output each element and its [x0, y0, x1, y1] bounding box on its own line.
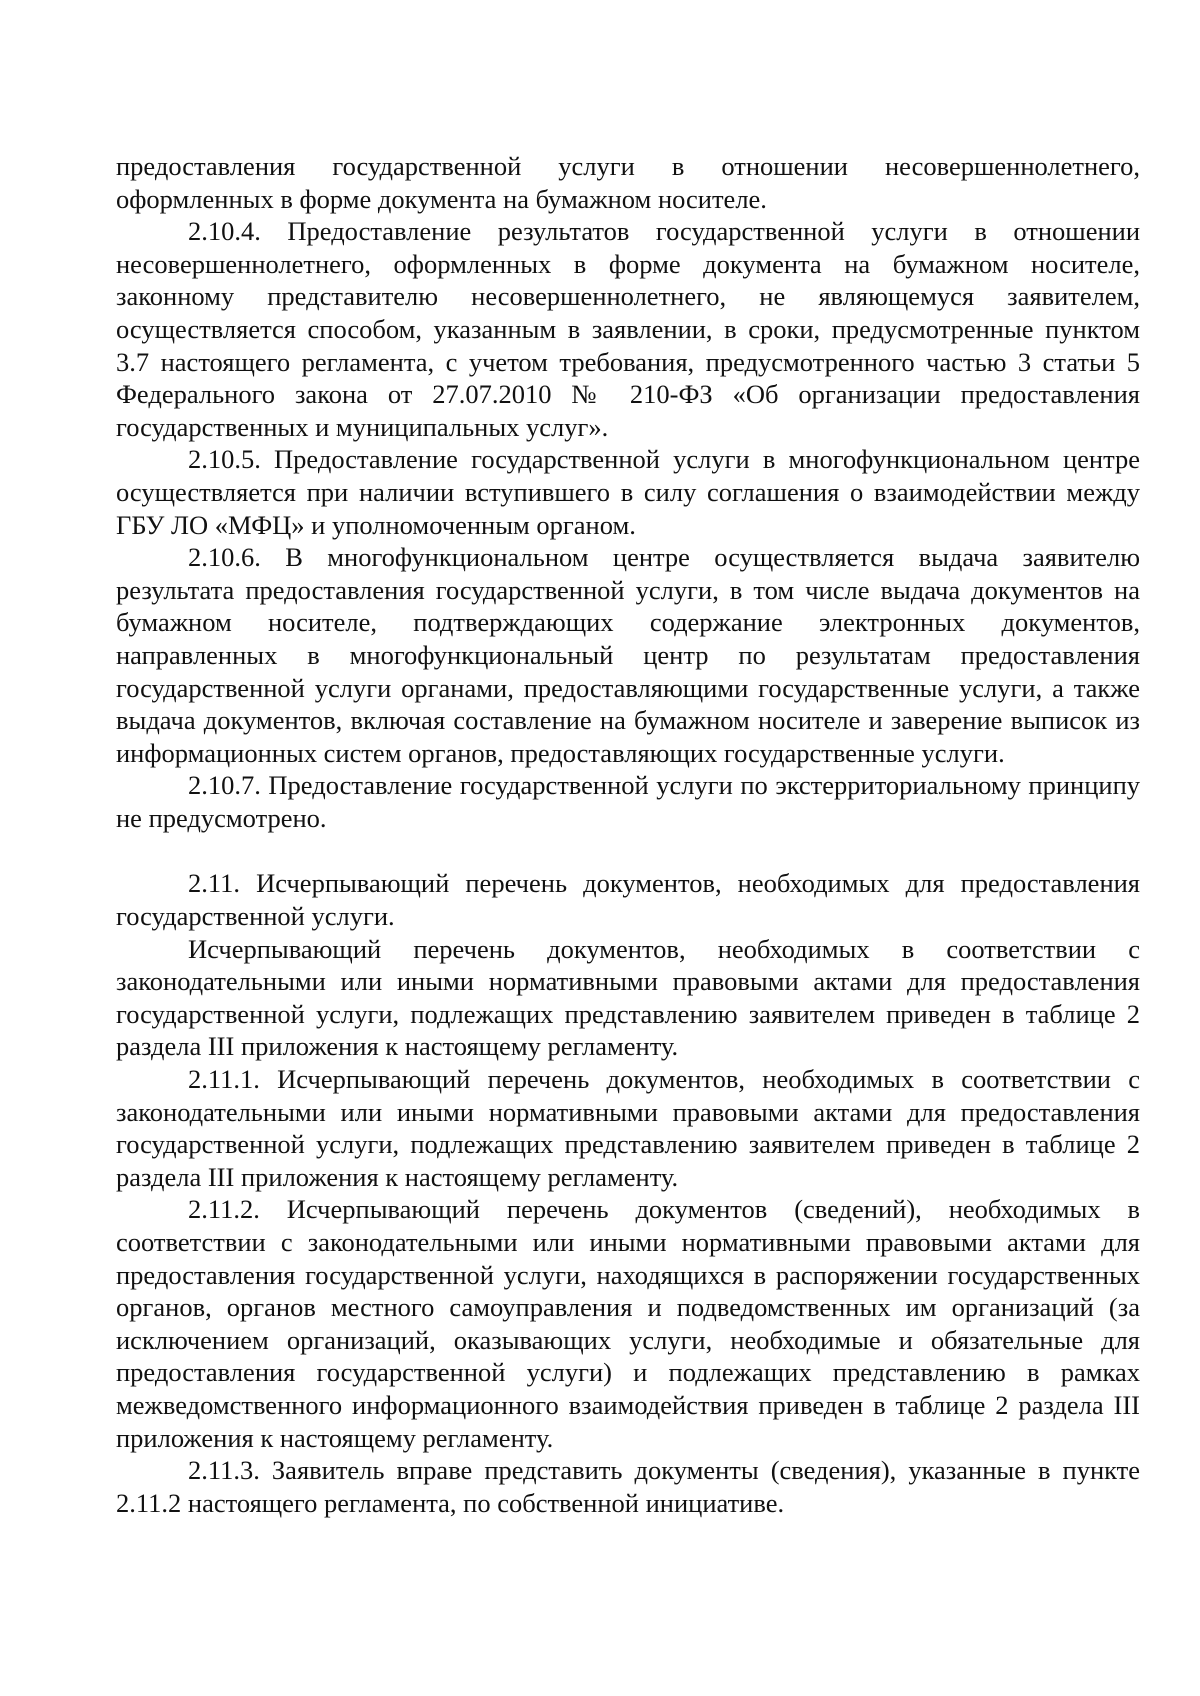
paragraph-2-10-5: 2.10.5. Предоставление государственной услуги в многофункциональном центре осуществляется при наличии вступившего в силу соглашения о взаимодействии между ГБУ ЛО «МФЦ» и уполномоченным органом. — [116, 444, 1140, 540]
section-spacer — [116, 834, 1140, 867]
section-heading-2-11: 2.11. Исчерпывающий перечень документов, необходимых для предоставления государственной услуги. — [116, 868, 1140, 932]
paragraph-2-11-2: 2.11.2. Исчерпывающий перечень документов (сведений), необходимых в соответствии с законодательными или иными нормативными правовыми актами для предоставления государственной услуги, находящихся в распоряжении государственных органов, органов местного самоуправления и подведомственных им организаций (за исключением организаций, оказывающих услуги, необходимые и обязательные для предоставления государственной услуги) и подлежащих представлению в рамках межведомственного информационного взаимодействия приведен в таблице 2 раздела III приложения к настоящему регламенту. — [116, 1194, 1140, 1453]
paragraph-2-10-7: 2.10.7. Предоставление государственной услуги по экстерриториальному принципу не предусмотрено. — [116, 770, 1140, 833]
paragraph-2-10-4: 2.10.4. Предоставление результатов государственной услуги в отношении несовершеннолетнего, оформленных в форме документа на бумажном носителе, законному представителю несовершеннолетнего, не являющемуся заявителем, осуществляется способом, указанным в заявлении, в сроки, предусмотренные пунктом 3.7 настоящего регламента, с учетом требования, предусмотренного частью 3 статьи 5 Федерального закона от 27.07.2010 № 210-ФЗ «Об организации предоставления государственных и муниципальных услуг». — [116, 216, 1140, 442]
paragraph-2-11-1: 2.11.1. Исчерпывающий перечень документов, необходимых в соответствии с законодательными или иными нормативными правовыми актами для предоставления государственной услуги, подлежащих представлению заявителем приведен в таблице 2 раздела III приложения к настоящему регламенту. — [116, 1064, 1140, 1192]
paragraph-2-11-intro: Исчерпывающий перечень документов, необходимых в соответствии с законодательными или иными нормативными правовыми актами для предоставления государственной услуги, подлежащих представлению заявителем приведен в таблице 2 раздела III приложения к настоящему регламенту. — [116, 933, 1140, 1062]
paragraph-2-11-3: 2.11.3. Заявитель вправе представить документы (сведения), указанные в пункте 2.11.2 настоящего регламента, по собственной инициативе. — [116, 1455, 1140, 1518]
paragraph-continuation: предоставления государственной услуги в отношении несовершеннолетнего, оформленных в форме документа на бумажном носителе. — [116, 151, 1140, 214]
paragraph-2-10-6: 2.10.6. В многофункциональном центре осуществляется выдача заявителю результата предоставления государственной услуги, в том числе выдача документов на бумажном носителе, подтверждающих содержание электронных документов, направленных в многофункциональный центр по результатам предоставления государственной услуги органами, предоставляющими государственные услуги, а также выдача документов, включая составление на бумажном носителе и заверение выписок из информационных систем органов, предоставляющих государственные услуги. — [116, 542, 1140, 768]
document-body — [116, 150, 1140, 1519]
